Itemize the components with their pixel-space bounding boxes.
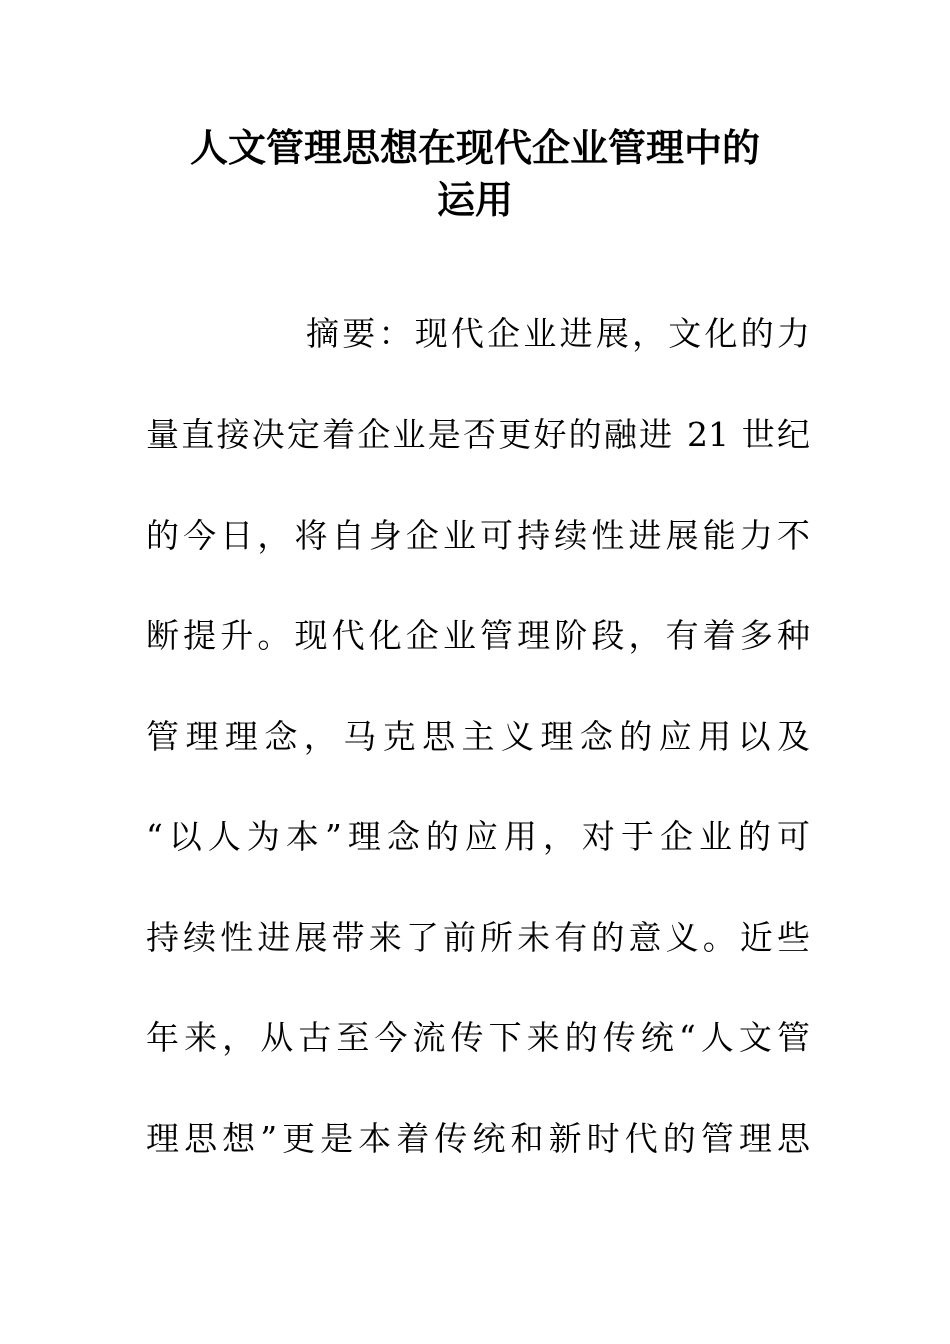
body-line-5: 管理理念，马克思主义理念的应用以及 xyxy=(146,717,810,756)
body-line-9: 理思想”更是本着传统和新时代的管理思 xyxy=(146,1119,810,1158)
body-line-1: 摘要：现代企业进展，文化的力 xyxy=(306,314,810,353)
title-line-2: 运用 xyxy=(436,178,513,222)
body-line-3: 的今日，将自身企业可持续性进展能力不 xyxy=(146,516,810,555)
document-title xyxy=(140,122,810,226)
body-line-2: 量直接决定着企业是否更好的融进 21 世纪 xyxy=(146,415,810,454)
body-line-7: 持续性进展带来了前所未有的意义。近些 xyxy=(146,918,810,957)
body-line-8: 年来，从古至今流传下来的传统“人文管 xyxy=(146,1018,810,1057)
body-line-4: 断提升。现代化企业管理阶段，有着多种 xyxy=(146,616,810,655)
title-line-1: 人文管理思想在现代企业管理中的 xyxy=(189,126,760,170)
body-line-6: “以人为本”理念的应用，对于企业的可 xyxy=(146,817,810,856)
